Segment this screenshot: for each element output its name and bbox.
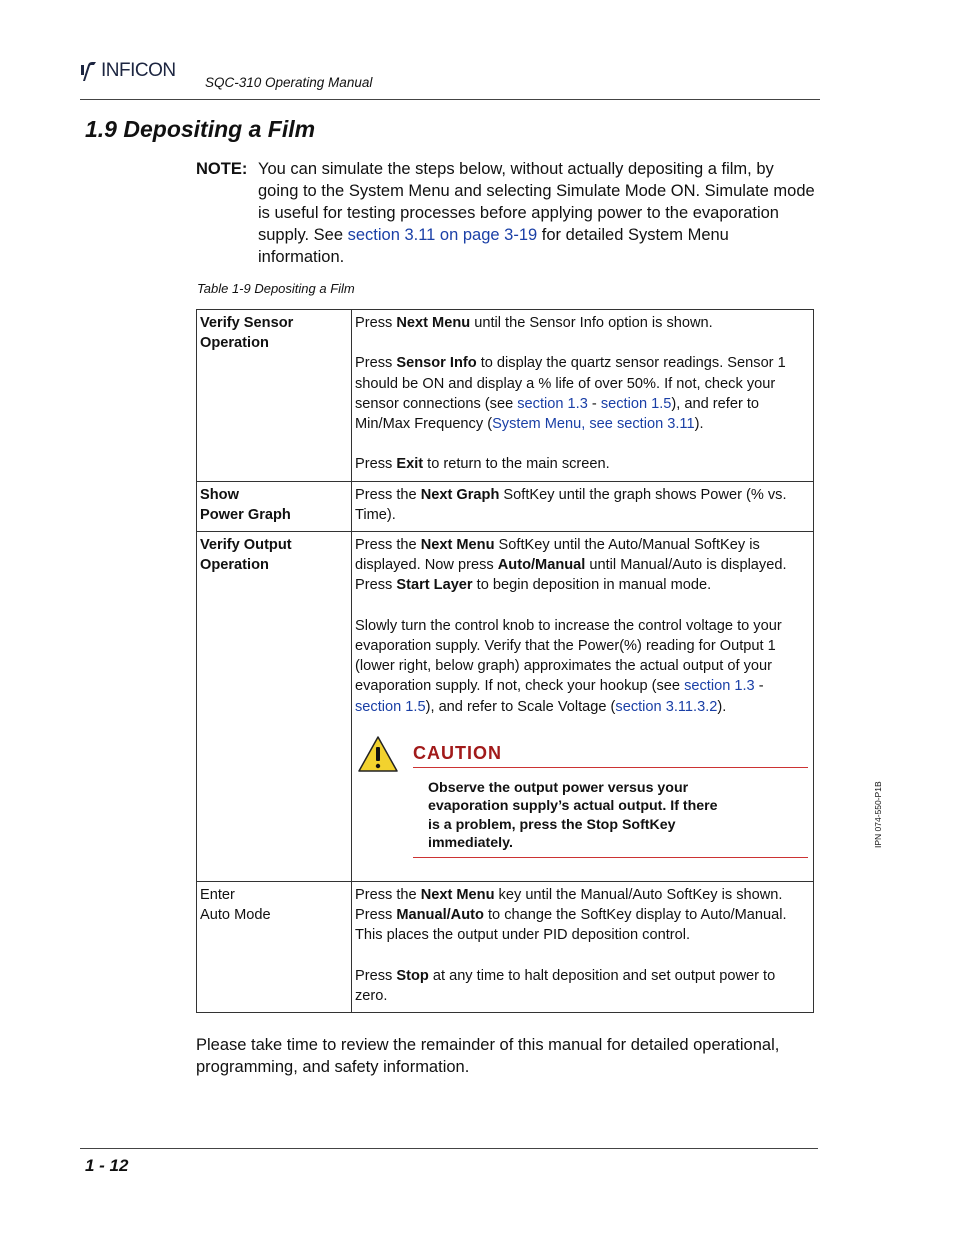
table-row (197, 881, 814, 1012)
note-label: NOTE: (196, 160, 248, 178)
step-description-cell: Press Next Menu until the Sensor Info option is shown. Press Sensor Info to display the quartz sensor readings. Sensor 1 should be ON and display a % life of over 50%. If not, check your sensor connections (see section 1.3 - section 1.5), and refer to Min/Max Frequency (System Menu, see section 3.11). Press Exit to return to the main screen. (352, 310, 814, 482)
note-text (258, 158, 816, 268)
step-title: Auto Mode (200, 907, 271, 924)
step-title: Enter (200, 886, 235, 903)
page-number: 1 - 12 (85, 1156, 129, 1175)
document-ipn-label: IPN 074-550-P1B (873, 781, 883, 848)
section-3-11-3-2-link[interactable]: section 3.11.3.2 (615, 698, 718, 715)
caution-box (355, 735, 810, 875)
note-text-start: You can simulate the steps below, without actually depositing a film, by going to the System Menu and selecting Simulate Mode ON. Simulate mode is useful for testing processes before applying power to the evaporation supply. See (258, 160, 815, 244)
inficon-logo-icon (80, 59, 98, 83)
warning-triangle-icon (357, 735, 399, 773)
caution-divider (413, 857, 808, 858)
steps-table (196, 309, 814, 1013)
section-1-5-link[interactable]: section 1.5 (600, 395, 672, 412)
footer-divider (80, 1148, 818, 1149)
caution-title: CAUTION (413, 742, 502, 763)
header-divider (80, 99, 820, 100)
note-block (196, 158, 816, 268)
step-title-cell (197, 881, 352, 1012)
section-1-3-link[interactable]: section 1.3 (517, 395, 588, 412)
logo-text: INFICON (101, 60, 176, 81)
closing-paragraph: Please take time to review the remainder of this manual for detailed operational, programming, and safety information. (196, 1036, 780, 1076)
system-menu-link[interactable]: System Menu, see section 3.11 (492, 416, 695, 432)
step-title-cell (197, 532, 352, 882)
table-row (197, 532, 814, 882)
step-description-cell: Press the Next Graph SoftKey until the graph shows Power (% vs. Time). (352, 481, 814, 531)
step-title: Power Graph (200, 506, 291, 523)
inficon-logo (80, 58, 176, 84)
section-1-5-link[interactable]: section 1.5 (355, 698, 426, 715)
step-title: Verify Sensor (200, 315, 294, 331)
note-section-link[interactable]: section 3.11 on page 3-19 (347, 226, 538, 244)
note-text-end: for detailed System Menu information. (258, 226, 729, 266)
step-description-cell: Press the Next Menu SoftKey until the Auto/Manual SoftKey is displayed. Now press Auto/Manual until Manual/Auto is displayed. Press Start Layer to begin deposition in manual mode. Slowly turn the control knob to increase the control voltage to your evaporation supply. Verify that the Power(%) reading for Output 1 (lower right, below graph) approximates the actual output of your evaporation supply. If not, check your hookup (see section 1.3 - section 1.5), and refer to Scale Voltage (section 3.11.3.2). CAUTION Observe the output power versus your evaporation supply’s actual output. If there is a problem, press the Stop SoftKey immediately. (352, 532, 814, 882)
section-1-3-link[interactable]: section 1.3 (684, 678, 755, 695)
step-title: Verify Output (200, 537, 292, 553)
step-title-cell (197, 310, 352, 482)
table-caption: Table 1-9 Depositing a Film (197, 281, 355, 296)
manual-title: SQC-310 Operating Manual (205, 75, 373, 90)
caution-divider (413, 767, 808, 768)
step-title-cell (197, 481, 352, 531)
section-title: 1.9 Depositing a Film (85, 116, 316, 142)
caution-text: Observe the output power versus your evaporation supply’s actual output. If there is a problem, press the Stop SoftKey immediately. (428, 779, 718, 852)
step-title: Operation (200, 335, 269, 352)
step-description-cell: Press the Next Menu key until the Manual/Auto SoftKey is shown. Press Manual/Auto to change the SoftKey display to Auto/Manual. This places the output under PID deposition control. Press Stop at any time to halt deposition and set output power to zero. (352, 881, 814, 1012)
step-title: Operation (200, 557, 269, 574)
step-title: Show (200, 486, 239, 503)
table-row (197, 481, 814, 531)
table-row (197, 310, 814, 482)
